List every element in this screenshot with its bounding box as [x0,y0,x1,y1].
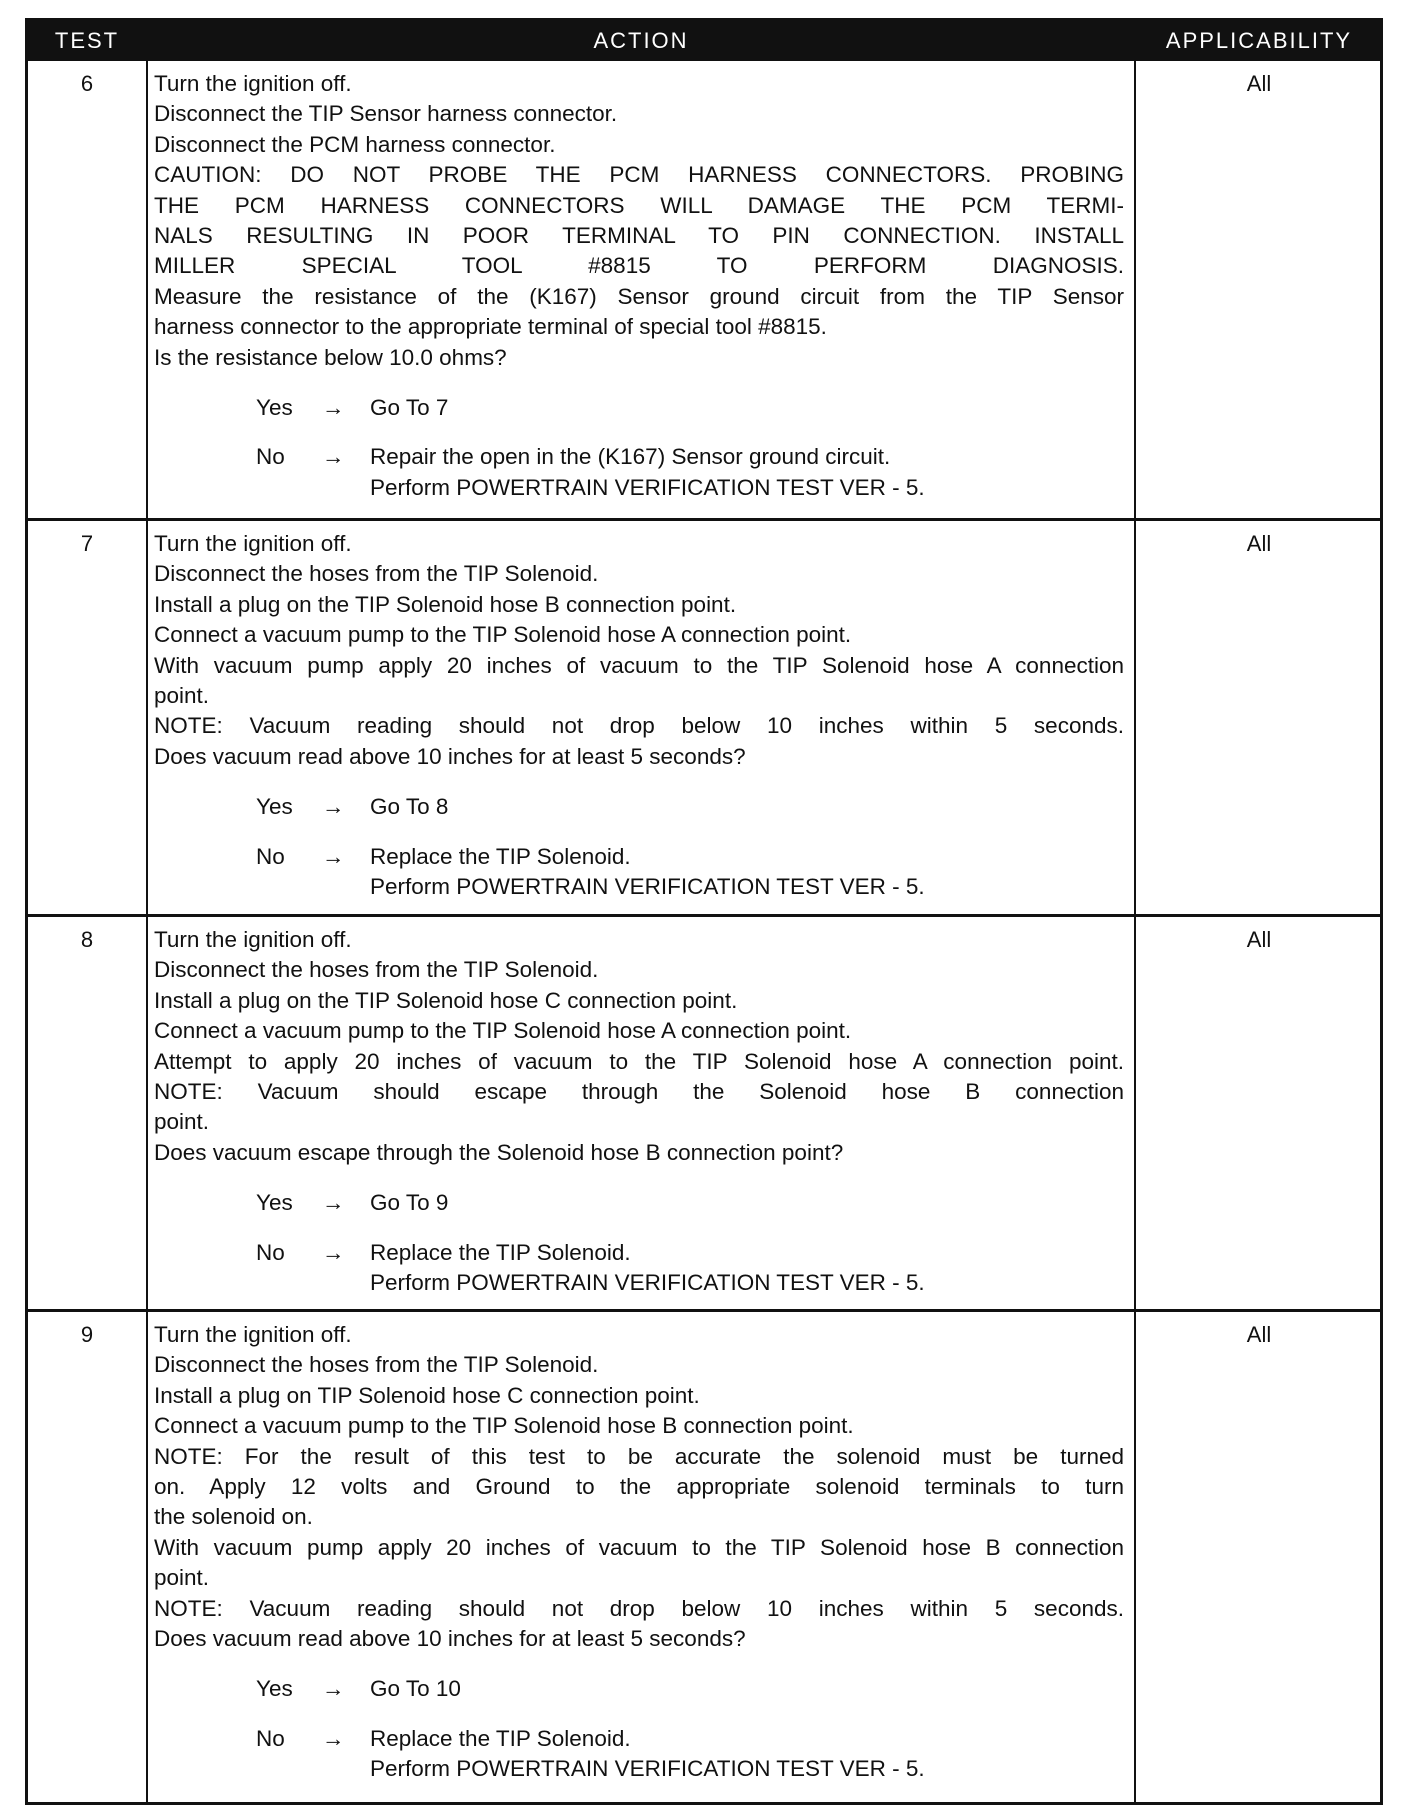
action-line: Turn the ignition off. [154,1322,352,1347]
action-line: Turn the ignition off. [154,531,352,556]
action-line: Does vacuum read above 10 inches for at least 5 seconds? [154,743,746,769]
no-answer [154,442,1124,503]
yes-label: Yes [256,394,293,420]
arrow-icon: → [322,1239,345,1265]
verification-step: Perform POWERTRAIN VERIFICATION TEST VER - 5. [370,874,925,900]
action-line: NALS RESULTING IN POOR TERMINAL TO PIN CONNECTION. INSTALL [154,223,1124,249]
no-result: Replace the TIP Solenoid. [370,1725,631,1751]
action-line: Turn the ignition off. [154,927,352,952]
action-line: Turn the ignition off. [154,71,352,96]
table-row [28,518,1380,914]
action-line: Install a plug on the TIP Solenoid hose B connection point. [154,591,737,617]
action-line: point. [154,1565,210,1591]
action-line: NOTE: Vacuum reading should not drop below 10 inches within 5 seconds. [154,713,1124,739]
table-header [28,21,1380,61]
table-row [28,914,1380,1309]
arrow-icon: → [322,1189,345,1215]
no-label: No [256,1725,285,1751]
arrow-icon: → [322,394,345,420]
action-text [154,1320,1124,1785]
applicability-value: All [1246,1322,1272,1347]
yes-label: Yes [256,793,293,819]
test-number: 6 [80,71,94,96]
arrow-icon: → [322,444,345,470]
header-applicability: APPLICABILITY [1165,28,1353,53]
action-line: Disconnect the hoses from the TIP Solenoid. [154,957,599,983]
action-line: Disconnect the hoses from the TIP Solenoid. [154,1352,599,1378]
no-answer [154,842,1124,903]
no-label: No [256,843,285,869]
applicability-value: All [1246,927,1272,952]
action-text [154,529,1124,902]
action-line: Does vacuum escape through the Solenoid hose B connection point? [154,1139,844,1165]
applicability-value: All [1246,71,1272,96]
verification-step: Perform POWERTRAIN VERIFICATION TEST VER - 5. [370,474,925,500]
no-result: Replace the TIP Solenoid. [370,1239,631,1265]
arrow-icon: → [322,1675,345,1701]
action-line: Measure the resistance of the (K167) Sensor ground circuit from the TIP Sensor [154,283,1124,309]
action-line: harness connector to the appropriate terminal of special tool #8815. [154,314,827,340]
no-answer [154,1238,1124,1299]
table-row [28,1309,1380,1802]
action-line: Install a plug on TIP Solenoid hose C connection point. [154,1382,700,1408]
action-line: Disconnect the PCM harness connector. [154,131,556,157]
arrow-icon: → [322,1725,345,1751]
action-line: NOTE: For the result of this test to be accurate the solenoid must be turned [154,1443,1124,1469]
header-test: TEST [54,28,120,53]
action-line: MILLER SPECIAL TOOL #8815 TO PERFORM DIAGNOSIS. [154,253,1124,279]
test-number: 7 [80,531,94,556]
action-text [154,69,1124,503]
action-line: Connect a vacuum pump to the TIP Solenoid hose A connection point. [154,1018,852,1044]
action-line: NOTE: Vacuum reading should not drop below 10 inches within 5 seconds. [154,1595,1124,1621]
yes-answer [154,1674,1124,1704]
arrow-icon: → [322,793,345,819]
yes-answer [154,792,1124,822]
action-line: With vacuum pump apply 20 inches of vacuum to the TIP Solenoid hose A connection [154,652,1124,678]
action-line: Does vacuum read above 10 inches for at least 5 seconds? [154,1626,746,1652]
action-line: Connect a vacuum pump to the TIP Solenoid hose A connection point. [154,622,852,648]
action-line: NOTE: Vacuum should escape through the Solenoid hose B connection [154,1079,1124,1105]
table-row [28,58,1380,518]
action-line: the solenoid on. [154,1504,313,1530]
yes-answer [154,1188,1124,1218]
test-number: 8 [80,927,94,952]
action-line: Is the resistance below 10.0 ohms? [154,344,507,370]
yes-answer [154,393,1124,423]
yes-result: Go To 10 [370,1675,461,1701]
yes-result: Go To 9 [370,1189,449,1215]
action-text [154,925,1124,1298]
no-result: Repair the open in the (K167) Sensor ground circuit. [370,444,891,470]
no-label: No [256,444,285,470]
action-line: Install a plug on the TIP Solenoid hose C connection point. [154,987,738,1013]
test-number: 9 [80,1322,94,1347]
action-line: Disconnect the TIP Sensor harness connector. [154,101,618,127]
action-line: Connect a vacuum pump to the TIP Solenoid hose B connection point. [154,1413,854,1439]
yes-result: Go To 8 [370,793,449,819]
yes-label: Yes [256,1189,293,1215]
action-line: on. Apply 12 volts and Ground to the appropriate solenoid terminals to turn [154,1474,1124,1500]
action-line: THE PCM HARNESS CONNECTORS WILL DAMAGE THE PCM TERMI- [154,192,1124,218]
no-result: Replace the TIP Solenoid. [370,843,631,869]
action-line: With vacuum pump apply 20 inches of vacuum to the TIP Solenoid hose B connection [154,1534,1124,1560]
verification-step: Perform POWERTRAIN VERIFICATION TEST VER - 5. [370,1756,925,1782]
applicability-value: All [1246,531,1272,556]
header-action: ACTION [593,28,689,53]
action-line: CAUTION: DO NOT PROBE THE PCM HARNESS CONNECTORS. PROBING [154,162,1124,188]
verification-step: Perform POWERTRAIN VERIFICATION TEST VER - 5. [370,1270,925,1296]
no-label: No [256,1239,285,1265]
no-answer [154,1724,1124,1785]
yes-result: Go To 7 [370,394,449,420]
action-line: Disconnect the hoses from the TIP Solenoid. [154,561,599,587]
yes-label: Yes [256,1675,293,1701]
arrow-icon: → [322,843,345,869]
action-line: Attempt to apply 20 inches of vacuum to the TIP Solenoid hose A connection point. [154,1048,1124,1074]
diagnostic-table [25,18,1383,1805]
action-line: point. [154,683,210,709]
action-line: point. [154,1109,210,1135]
